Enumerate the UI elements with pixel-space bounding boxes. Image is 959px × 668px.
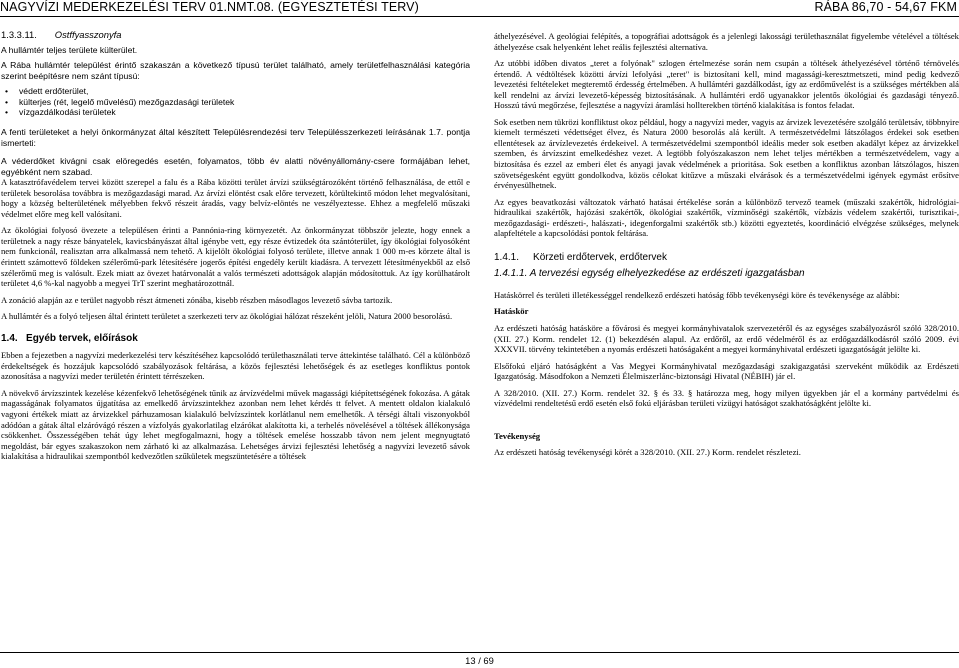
paragraph: áthelyezésével. A geológiai felépítés, a topográfiai adottságok és a jelenlegi lakossági területhasználat figyelembe vételével a töltések áthelyezése csak helyenként lehet reális fejlesztési alternatíva. bbox=[494, 31, 959, 52]
right-column bbox=[494, 31, 959, 641]
section-title: Egyéb tervek, előírások bbox=[26, 332, 138, 344]
floodplain-note: A hullámtér teljes területe külterület. bbox=[1, 44, 138, 55]
paragraph: Az egyes beavatkozási változatok várható hatásai értékelése során a különböző tervező teamek (műszaki szakértők, hidrológiai-hidraulikai szakértők, hajózási szakértők, ökológiai szakértők, vízminőségi szakértők, vízbázis védelem szakértői, turisztikai-, mezőgazdasági- erdészeti-, halászati-, idegenforgalmi szakértők stb.) közötti egyeztetés, koordináció elvégzése szükséges, melynek alapfeltétele a kapcsolódási pontok feltárása. bbox=[494, 196, 959, 239]
paragraph: Sok esetben nem tükrözi konfliktust okoz például, hogy a nagyvízi meder, vagyis az árvizek levezetésére szolgáló területsáv, többnyire kiemelt természeti védettséget élvez, és Natura 2000 besorolás alá került. A természetvédelmi látszólagos érdekei sok esetben ellentétesek az árvízlevezetés érdekeivel. A természetvédelmi szempontból ideális meder sok esetben akadályt képez az árvizekkel szemben, és árvízszint emelkedéshez vezet. A legtöbb folyószakaszon nem lehet teljes mértékben a természetvédelem, vagy a biztosítása és ezzel az emberi élet és anyagi javak védelmének a prioritása. Sok esetben a konfliktus azonban látszólagos, hiszen szövetségesként együtt gondolkodva, közös célokat kitűzve a műszaki elvárások és a természetvédelmi igények egymást erősítve érvényesülhetnek. bbox=[494, 116, 959, 191]
section-heading-other-plans bbox=[1, 334, 470, 345]
section-heading-ostffyasszonyfa bbox=[1, 30, 470, 41]
document-title: NAGYVÍZI MEDERKEZELÉSI TERV 01.NMT.08. (EGYESZTETÉSI TERV) bbox=[0, 0, 419, 14]
section-number: 1.3.3.11. bbox=[1, 30, 37, 40]
paragraph: Az ökológiai folyosó övezete a településen érinti a Pannónia-ring környezetét. Az önkormányzat többször jelezte, hogy ennek a területnek a nagy része bányatelek, kavicsbányászat által igénybe vett, egy része évtizedek óta szántóterület, így ökológiai folyosóként nem funkcionál, realisztan arra alkalmassá nem tehető. A kijelölt ökológiai folyosó területe, illetve annak 1 000 m-es körzete által is érintett számottevő földeken szélerőmű-park létesítésére jogerős építési engedély került kiadásra. A tervezett létesítményekből az első szélerőmű meg is valósult. Ezek miatt az övezet határvonalát a valós természeti adottságok alapján módosítottuk. Az így korülhatárolt területet 4,6 %-kal nagyobb a megyei TrT szerint meghatározottnál. bbox=[1, 225, 470, 289]
subheading-hataskor: Hatáskör bbox=[494, 306, 529, 317]
paragraph: A fenti területeket a helyi önkormányzat által készített Településrendezési terv Településszerkezeti leírásának 1.7. pontja ismerteti: bbox=[1, 126, 470, 148]
section-title: Ostffyasszonyfa bbox=[54, 30, 122, 40]
paragraph: A növekvő árvízszintek kezelése kézenfekvő lehetőségének tűnik az árvízvédelmi művek magassági kiépítettségének fokozása. A gátak magasságának folyamatos újgatítása az emelkedő árvízszintekhez azonban nem lehet kérdés tt felvet. A mentett oldalon kialakuló vagyoni értékek miatt az árvizekkel párhuzamosan kialakuló belvízszintek korlátlanul nem emelhetők. A térségi általi viszonyokból adódóan a gátak által elzáróvágó részen a vízfolyás gyakorlatilag elzárókat alakította ki, a terhelés növelésével a töltések állékonysága csökkenhet. Összességében tehát úgy lehet megfogalmazni, hogy a töltések emelése hosszabb távon nem jelent megnyugtató megoldást, bár egyes szakaszokon nem zárható ki az alkalmazása. Lehetséges árvizi fejlesztési lehetőség a nagyvízi levezető sávok kialakítása a hidraulikai szempontból kedvezőtlen szűkületek megszüntetésére a töltések bbox=[1, 387, 470, 462]
section-range: RÁBA 86,70 - 54,67 FKM bbox=[814, 0, 957, 14]
section-number: 1.4.1. bbox=[494, 251, 520, 263]
paragraph: A véderdőket kivágni csak elöregedés esetén, folyamatos, több év alatti növényállomány-csere formájában lehet, egyébként nem szabad. bbox=[1, 156, 470, 177]
list-item: • védett erdőterület, bbox=[1, 86, 470, 97]
list-item: • vízgazdálkodási területek bbox=[1, 107, 470, 118]
paragraph: A katasztrófavédelem tervei között szerepel a falu és a Rába közötti terület árvízi szükségtározóként történő felhasználása, de ettől e területek besorolása továbbra is mezőgazdasági marad. Az árvízi elöntést csak előre tervezett, körültekintő módon lehet megvalósítani, hogy a község belterületének mélyebben fekvő részeit áradás, vagy belvíz-elöntés ne veszélyeztesse. Ehhez a megfelelő műszaki védelmet előre meg kell valósítani. bbox=[1, 177, 470, 219]
page-header bbox=[0, 0, 959, 17]
left-column bbox=[1, 30, 470, 640]
paragraph: A zonáció alapján az e terület nagyobb részt átmeneti zónába, kisebb részben másodlagos levezető sávba tartozik. bbox=[1, 294, 393, 305]
section-heading-forest-plans bbox=[494, 253, 959, 264]
paragraph: Az utóbbi időben divatos „teret a folyónak" szlogen értelmezése során nem csupán a töltések áthelyezésével történő térnövelés értendő. A védtöltések közötti árvízi lefolyási „teret" is biztosítani kell, mind magassági-keresztmetszeti, mind pedig kedvező levezetési feltételeket megteremtő érdesség értelmében. A hullámtéri gazdálkodást, így az erdőművelést is a szükséges mértékben alá kell rendelni az árvízi levezető-képesség biztosításának. A hullámtéri erdő ugyanakkor jelentős ökológiai és gazdasági tényező. Hosszú távú megőrzése, fejlesztése a nagyvízi áramlási hollterekben történő kialakítása is fontos feladat. bbox=[494, 58, 959, 111]
section-title: Körzeti erdőtervek, erdőtervek bbox=[533, 251, 667, 263]
section-number: 1.4. bbox=[1, 332, 18, 344]
paragraph: Az erdészeti hatóság tevékenységi körét a 328/2010. (XII. 27.) Korm. rendelet részletezi. bbox=[494, 447, 801, 458]
land-use-list bbox=[1, 86, 470, 118]
paragraph: Elsőfokú eljáró hatóságként a Vas Megyei Kormányhivatal mezőgazdasági szakigazgatási szerveként működik az Erdészeti Igazgatóság. Másodfokon a Nemzeti Élelmiszerlánc-biztonsági Hivatal (NÉBIH) jár el. bbox=[494, 360, 959, 382]
subheading-tevekenyseg: Tevékenység bbox=[494, 430, 541, 441]
page-number: 13 / 69 bbox=[465, 655, 494, 666]
footer-divider bbox=[0, 652, 959, 653]
paragraph: A 328/2010. (XII. 27.) Korm. rendelet 32. § és 33. § határozza meg, hogy milyen ügyekben jár el a kormány partvédelmi és vízvédelmi rendeltetésű erdő esetén első fokú eljárásban területi vízügyi hatóságot szakhatóságként jelölte ki. bbox=[494, 387, 959, 409]
paragraph: Ebben a fejezetben a nagyvízi mederkezelési terv készítéséhez kapcsolódó területhasználati terve áttekintése található. Cél a különböző érdekeltségek és hozzájuk kapcsolódó szabályozások feltárása, a közös fejlesztési lehetőségek és az esetleges konfliktus pontok azonosítása a nagyvízi meder területén érintett térrészeken. bbox=[1, 350, 470, 382]
subsection-heading: 1.4.1.1. A tervezési egység elhelyezkedése az erdészeti igazgatásban bbox=[494, 268, 805, 280]
paragraph: Az erdészeti hatóság hatásköre a fővárosi és megyei kormányhivatalok szervezetéről és az egységes szabályozásról szóló 328/2010. (XII. 27.) Korm. rendelet 12. (1) bekezdésén alapul. Az erdőről, az erdő védelméről és az erdőgazdálkodásról szóló 2009. évi XXXVII. törvény tekintetében a nyomás erdészeti hatóságaként a megyei kormányhivatal erdészeti igazgatóságát jelölte ki. bbox=[494, 323, 959, 355]
paragraph: Hatáskörrel és területi illetékességgel rendelkező erdészeti hatóság főbb tevékenységi köre és tevékenysége az alábbi: bbox=[494, 289, 900, 300]
list-item: • külterjes (rét, legelő művelésű) mezőgazdasági területek bbox=[1, 97, 470, 108]
paragraph: A hullámtér és a folyó teljesen által érintett területet a szerkezeti terv az ökológiai hálózat részeként jelöli, Natura 2000 besorolású. bbox=[1, 311, 453, 322]
paragraph: A Rába hullámtér települést érintő szakaszán a következő típusú terület található, amely területfelhasználási kategória szerint beépítésre nem szánt típusú: bbox=[1, 60, 470, 81]
